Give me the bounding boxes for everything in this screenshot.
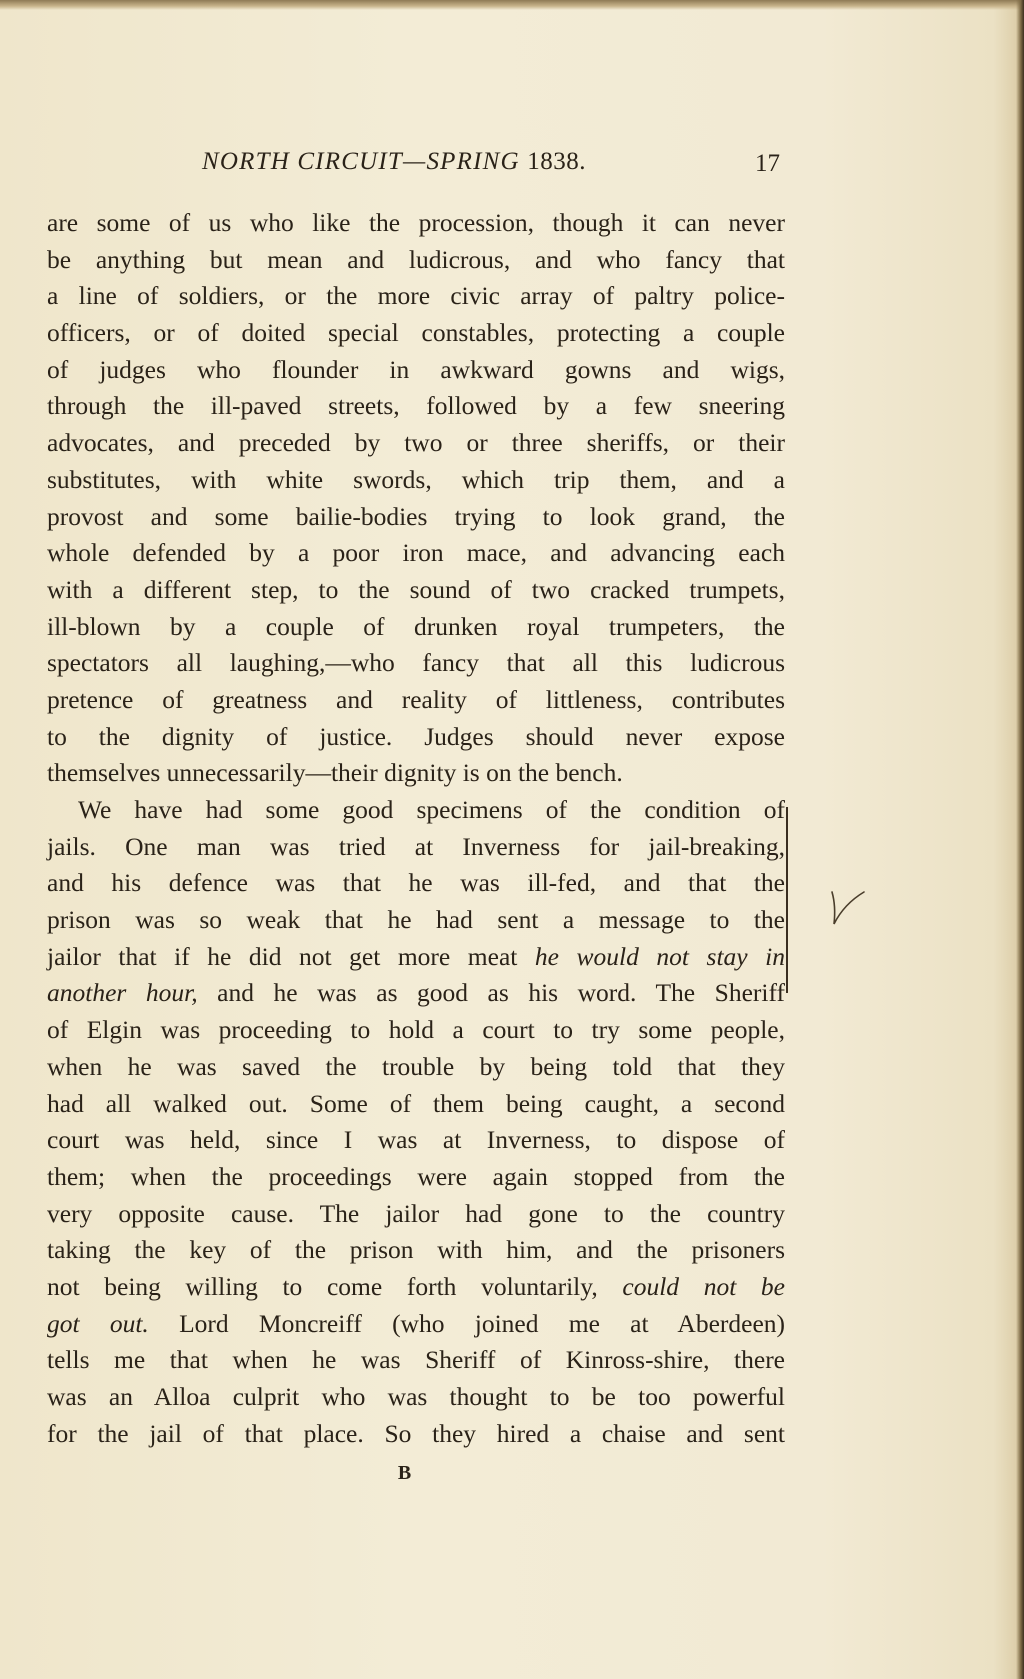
page-binding-edge xyxy=(1016,0,1024,1679)
text-line: prison was so weak that he had sent a message to the xyxy=(47,905,785,935)
text-line: ill-blown by a couple of drunken royal trumpeters, the xyxy=(47,611,785,641)
italic-run: he would not stay in xyxy=(534,941,785,971)
text-line: through the ill-paved streets, followed by a few sneering xyxy=(47,391,785,421)
text-line: court was held, since I was at Inverness, to dispose of xyxy=(47,1125,785,1155)
text-run: Lord Moncreiff (who joined me at Aberdeen) xyxy=(148,1308,786,1338)
text-line: substitutes, with white swords, which trip them, and a xyxy=(47,464,785,494)
text-run: and he was as good as his word. The Sheriff xyxy=(197,978,785,1008)
text-line xyxy=(47,1306,785,1343)
text-line: for the jail of that place. So they hired a chaise and sent xyxy=(47,1418,785,1448)
text-line: pretence of greatness and reality of littleness, contributes xyxy=(47,684,785,714)
italic-run: got out. xyxy=(47,1308,149,1338)
text-line: are some of us who like the procession, though it can never xyxy=(47,208,785,237)
italic-run: another hour, xyxy=(47,978,198,1008)
text-line: and his defence was that he was ill-fed, and that the xyxy=(47,868,785,898)
text-run: not being willing to come forth voluntarily, xyxy=(47,1271,623,1301)
text-line: them; when the proceedings were again stopped from the xyxy=(47,1161,785,1191)
margin-bracket-line xyxy=(786,807,788,993)
text-line: was an Alloa culprit who was thought to be too powerful xyxy=(47,1382,785,1411)
text-line: with a different step, to the sound of two cracked trumpets, xyxy=(47,574,785,604)
page-top-edge xyxy=(0,0,1024,10)
text-line: a line of soldiers, or the more civic array of paltry police- xyxy=(47,281,785,311)
text-line: very opposite cause. The jailor had gone to the country xyxy=(47,1198,785,1228)
text-line: whole defended by a poor iron mace, and advancing each xyxy=(47,538,785,568)
page-number: 17 xyxy=(755,150,780,177)
text-line: to the dignity of justice. Judges should never expose xyxy=(47,721,785,751)
running-title xyxy=(202,148,586,176)
text-line: jails. One man was tried at Inverness for jail-breaking, xyxy=(47,831,785,861)
signature-mark: B xyxy=(397,1462,413,1484)
text-line: We have had some good specimens of the condition of xyxy=(78,795,785,824)
text-line: when he was saved the trouble by being told that they xyxy=(47,1051,785,1081)
text-line: advocates, and preceded by two or three sheriffs, or their xyxy=(47,428,785,458)
text-line xyxy=(47,975,785,1012)
text-line: officers, or of doited special constables, protecting a couple xyxy=(47,318,785,348)
running-head xyxy=(0,148,1024,184)
pencil-check-mark-icon xyxy=(826,886,866,928)
body-text xyxy=(47,205,785,1452)
text-line xyxy=(47,1269,785,1306)
italic-run: could not be xyxy=(622,1271,786,1301)
text-line xyxy=(47,939,785,976)
text-line: themselves unnecessarily—their dignity is on the bench. xyxy=(47,758,623,788)
text-line: be anything but mean and ludicrous, and who fancy that xyxy=(47,244,785,274)
text-run: jailor that if he did not get more meat xyxy=(47,941,535,971)
running-title-year: 1838. xyxy=(527,148,586,175)
running-title-text: NORTH CIRCUIT—SPRING xyxy=(202,148,520,175)
text-line: provost and some bailie-bodies trying to look grand, the xyxy=(47,501,785,531)
text-line: had all walked out. Some of them being caught, a second xyxy=(47,1088,785,1118)
text-line: taking the key of the prison with him, and the prisoners xyxy=(47,1235,785,1265)
text-line: of judges who flounder in awkward gowns and wigs, xyxy=(47,354,785,384)
text-line: tells me that when he was Sheriff of Kinross-shire, there xyxy=(47,1345,785,1375)
text-line: spectators all laughing,—who fancy that all this ludicrous xyxy=(47,648,785,678)
text-line: of Elgin was proceeding to hold a court to try some people, xyxy=(47,1015,785,1045)
